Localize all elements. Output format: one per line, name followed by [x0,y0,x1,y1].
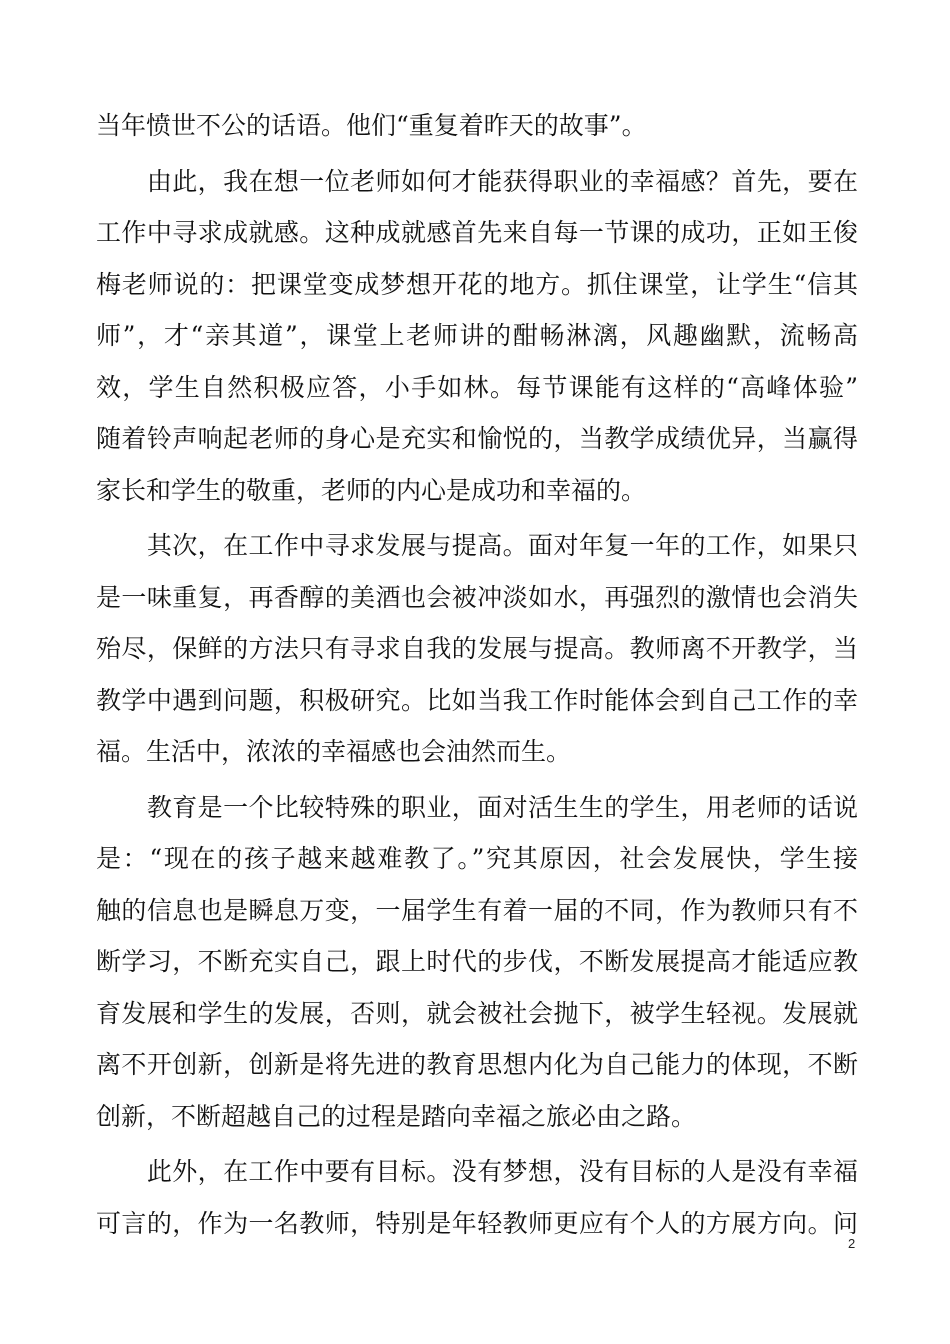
text-line: 其次，在工作中寻求发展与提高。面对年复一年的工作，如果只 [96,531,858,560]
text-line: 创新，不断超越自己的过程是踏向幸福之旅必由之路。 [96,1101,697,1131]
paragraph [96,1146,858,1249]
text-line: 当年愤世不公的话语。他们“重复着昨天的故事”。 [96,111,647,140]
text-line: 触的信息也是瞬息万变，一届学生有着一届的不同，作为教师只有不 [96,895,858,925]
text-line: 福。生活中，浓浓的幸福感也会油然而生。 [96,737,572,766]
paragraph [96,782,858,1143]
page-number: 2 [848,1236,856,1251]
text-line: 教育是一个比较特殊的职业，面对活生生的学生，用老师的话说 [96,792,858,822]
text-line: 由此，我在想一位老师如何才能获得职业的幸福感？首先，要在 [96,166,858,196]
text-line: 效，学生自然积极应答，小手如林。每节课能有这样的“高峰体验” [96,372,858,402]
text-line: 育发展和学生的发展，否则，就会被社会抛下，被学生轻视。发展就 [96,998,858,1028]
paragraph [96,100,858,152]
text-line: 是一味重复，再香醇的美酒也会被冲淡如水，再强烈的激情也会消失 [96,582,858,612]
text-line: 家长和学生的敬重，老师的内心是成功和幸福的。 [96,475,647,505]
text-line: 工作中寻求成就感。这种成就感首先来自每一节课的成功，正如王俊 [96,218,858,247]
text-line: 梅老师说的：把课堂变成梦想开花的地方。抓住课堂，让学生“信其 [96,269,858,299]
text-line: 师”，才“亲其道”，课堂上老师讲的酣畅淋漓，风趣幽默，流畅高 [96,321,858,350]
document-body [96,100,858,1249]
text-line: 此外，在工作中要有目标。没有梦想，没有目标的人是没有幸福 [96,1157,858,1186]
text-line: 离不开创新，创新是将先进的教育思想内化为自己能力的体现，不断 [96,1050,858,1079]
text-line: 断学习，不断充实自己，跟上时代的步伐，不断发展提高才能适应教 [96,947,858,976]
text-line: 随着铃声响起老师的身心是充实和愉悦的，当教学成绩优异，当赢得 [96,424,858,453]
paragraph [96,520,858,778]
text-line: 教学中遇到问题，积极研究。比如当我工作时能体会到自己工作的幸 [96,685,858,715]
paragraph [96,156,858,517]
text-line: 殆尽，保鲜的方法只有寻求自我的发展与提高。教师离不开教学，当 [96,634,858,663]
text-line: 是：“现在的孩子越来越难教了。”究其原因，社会发展快，学生接 [96,844,858,873]
text-line: 可言的，作为一名教师，特别是年轻教师更应有个人的方展方向。问 [96,1208,858,1238]
